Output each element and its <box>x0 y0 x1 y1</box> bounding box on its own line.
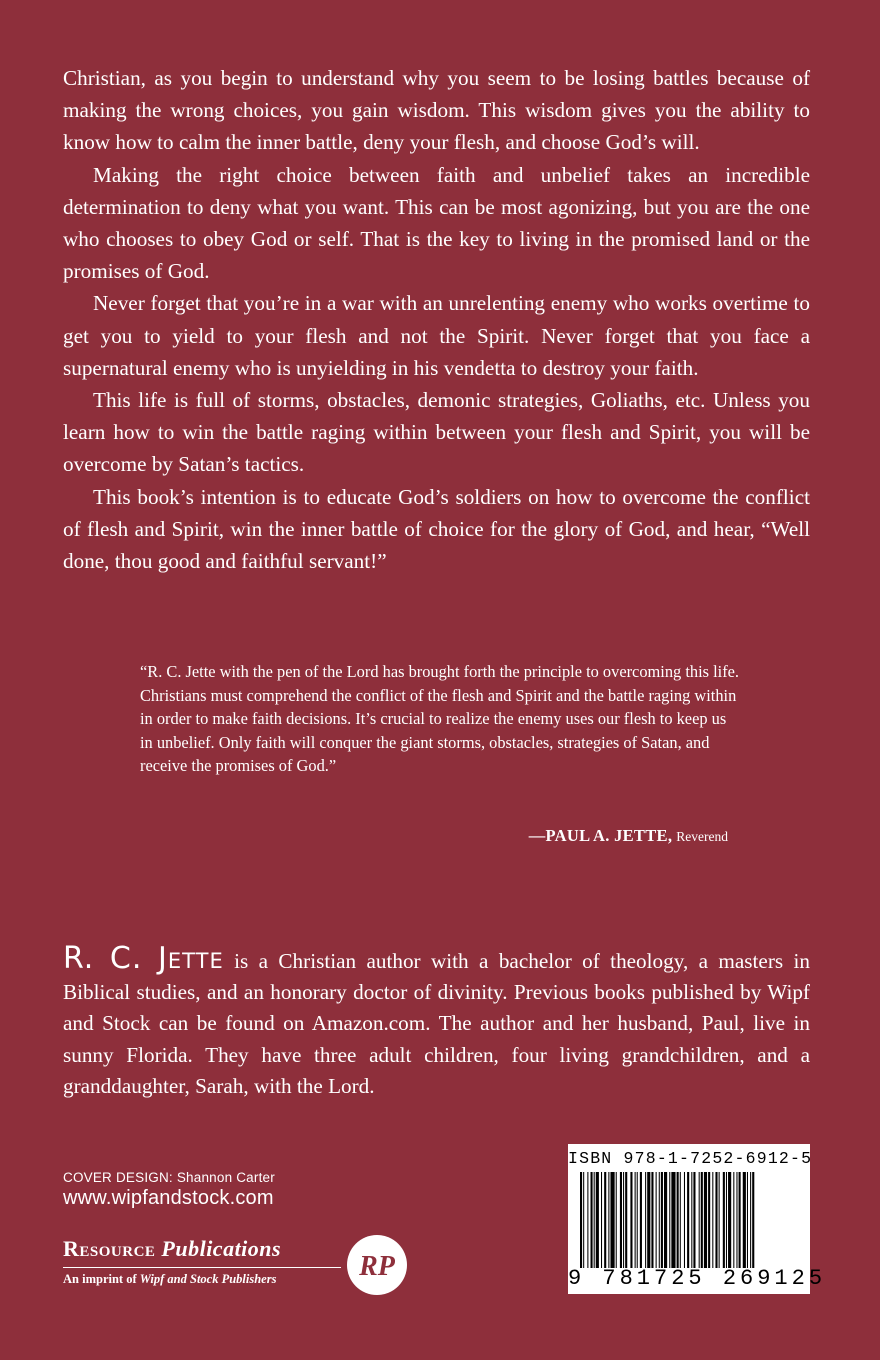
blurb-paragraph: Never forget that you’re in a war with an unrelenting enemy who works overtime to get you to yield to your flesh and not the Spirit. Never forget that you face a supernatural enemy who is unyielding in his vendetta to destroy your faith. <box>63 291 810 380</box>
endorsement-role: Reverend <box>676 829 728 844</box>
back-cover-blurb <box>63 62 810 577</box>
blurb-paragraph: Christian, as you begin to understand why you seem to be losing battles because of making the wrong choices, you gain wisdom. This wisdom gives you the ability to know how to calm the inner battle, deny your flesh, and choose God’s will. <box>63 66 810 155</box>
publisher-name-part2: Publications <box>161 1236 282 1261</box>
publisher-logo-text: RP <box>359 1251 395 1282</box>
publisher-name-part1: Resource <box>63 1236 156 1261</box>
blurb-paragraph: Making the right choice between faith and unbelief takes an incredible determination to deny what you want. This can be most agonizing, but you are the one who chooses to obey God or self. That is the key to living in the promised land or the promises of God. <box>63 162 810 284</box>
publisher-divider <box>63 1267 341 1268</box>
blurb-paragraph: This book’s intention is to educate God’s soldiers on how to overcome the conflict of flesh and Spirit, win the inner battle of choice for the glory of God, and hear, “Well done, thou good and faithful servant!” <box>63 484 810 574</box>
publisher-website: www.wipfandstock.com <box>63 1187 274 1209</box>
imprint-prefix: An imprint of <box>63 1272 137 1286</box>
endorsement-attribution <box>140 826 728 846</box>
cover-credits <box>63 1170 275 1210</box>
endorsement-text: “R. C. Jette with the pen of the Lord has brought forth the principle to overcoming this life. Christians must comprehend the conflict of the flesh and Spirit and the battle raging within in order to make faith decisions. It’s crucial to realize the enemy uses our flesh to keep us in unbelief. Only faith will conquer the giant storms, obstacles, strategies of Satan, and receive the promises of God.” <box>140 662 740 776</box>
publisher-logo-icon <box>346 1234 408 1296</box>
imprint-name: Wipf and Stock Publishers <box>139 1272 277 1286</box>
cover-design-credit: COVER DESIGN: Shannon Carter <box>63 1170 275 1185</box>
publisher-block <box>63 1236 408 1296</box>
author-bio <box>63 941 810 1102</box>
barcode-digits: 9 781725 269125 <box>568 1266 827 1291</box>
author-bio-text: is a Christian author with a bachelor of theology, a masters in Biblical studies, and an honorary doctor of divinity. Previous books published by Wipf and Stock can be found on Amazon.com. The author and her husband, Paul, live in sunny Florida. They have three adult children, four living grandchildren, and a granddaughter, Sarah, with the Lord. <box>63 949 810 1098</box>
isbn-label: ISBN 978-1-7252-6912-5 <box>568 1149 813 1168</box>
author-name: R. C. Jette <box>63 941 224 976</box>
blurb-paragraph: This life is full of storms, obstacles, demonic strategies, Goliaths, etc. Unless you learn how to win the battle raging within between your flesh and Spirit, you will be overcome by Satan’s tactics. <box>63 388 810 477</box>
barcode-bars-icon <box>578 1172 800 1270</box>
endorsement-author: —PAUL A. JETTE, <box>528 826 673 845</box>
endorsement-quote <box>140 660 740 778</box>
publisher-imprint <box>63 1272 276 1287</box>
isbn-barcode <box>568 1144 827 1294</box>
